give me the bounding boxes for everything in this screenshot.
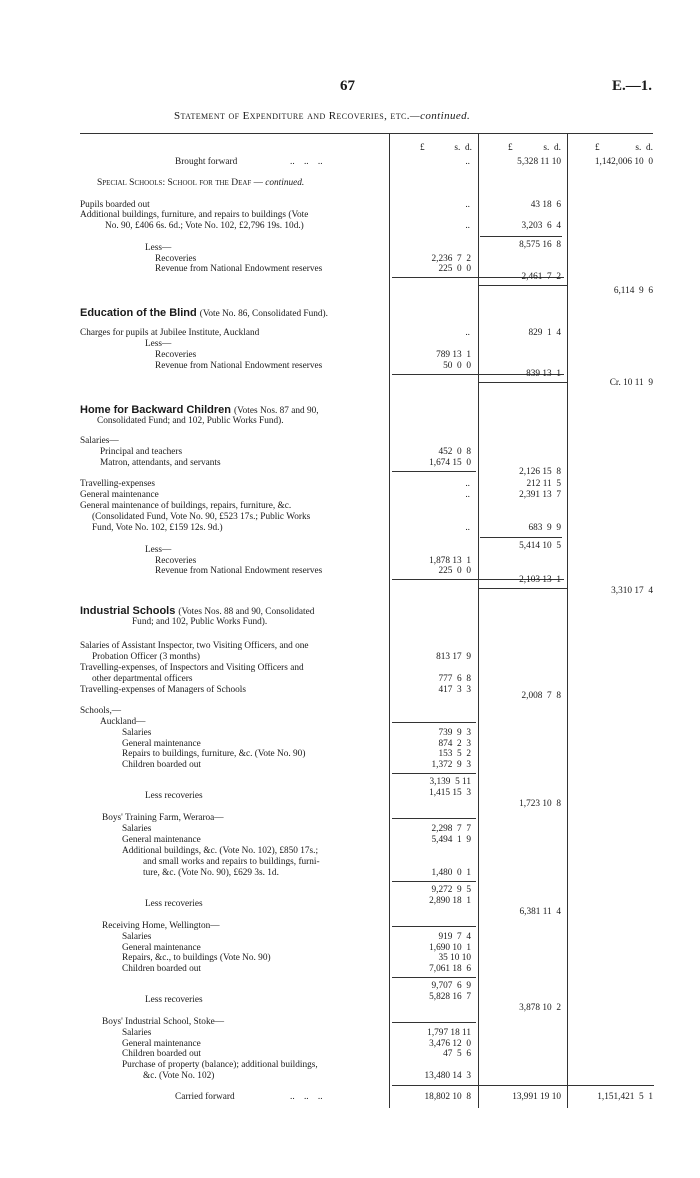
line-text: Pupils boarded out [80, 200, 150, 210]
amount: 1,878 13 1 [429, 556, 471, 566]
line-text: Fund, Vote No. 102, £159 12s. 9d.) [92, 523, 223, 533]
line-text: No. 90, £406 6s. 6d.; Vote No. 102, £2,796 19s. 10d.) [105, 221, 304, 231]
amount: 9,707 6 9 [431, 981, 471, 991]
section-heading-blind: Education of the Blind (Vote No. 86, Consolidated Fund). [80, 307, 328, 319]
col1-sd: s. d. [454, 143, 472, 153]
amount: 1,372 9 3 [431, 760, 471, 770]
line-text: and small works and repairs to buildings, furni- [143, 857, 320, 867]
col1-pound: £ [420, 143, 425, 153]
line-text: Salaries of Assistant Inspector, two Visiting Officers, and one [80, 641, 309, 651]
dots: .. [465, 221, 470, 231]
line-text: Auckland— [100, 717, 146, 727]
amount: 813 17 9 [436, 652, 471, 662]
amount: 2,236 7 2 [431, 254, 471, 264]
line-text: &c. (Vote No. 102) [143, 1071, 215, 1081]
amount: 1,674 15 0 [429, 458, 471, 468]
amount: 6,114 9 6 [613, 286, 653, 296]
section-heading-industrial-schools: Industrial Schools (Votes Nos. 88 and 90, Consolidated [80, 605, 315, 617]
sum-rule [478, 382, 568, 383]
col-divider-1 [389, 133, 390, 1108]
line-text: Travelling-expenses [80, 479, 156, 489]
line-text: Boys' Training Farm, Weraroa— [102, 813, 224, 823]
amount: 225 0 0 [438, 264, 471, 274]
line-text: Revenue from National Endowment reserves [155, 361, 323, 371]
line-text: Children boarded out [122, 760, 202, 770]
amount: 3,203 6 4 [521, 221, 561, 231]
dots: .. [465, 523, 470, 533]
line-text: Recoveries [155, 350, 197, 360]
line-text: Probation Officer (3 months) [92, 652, 201, 662]
line-text: ture, &c. (Vote No. 90), £629 3s. 1d. [143, 868, 279, 878]
amount: 35 10 10 [438, 953, 471, 963]
amount: 3,139 5 11 [429, 777, 471, 787]
amount: 3,310 17 4 [611, 586, 653, 596]
title-main: Statement of Expenditure and Recoveries, etc. [174, 110, 410, 122]
amount: 2,391 13 7 [519, 490, 561, 500]
carried-forward-label: Carried forward [175, 1092, 235, 1102]
amount: 1,723 10 8 [519, 799, 561, 809]
amount: 452 0 8 [438, 447, 471, 457]
amount: 417 3 3 [438, 685, 471, 695]
line-text: (Consolidated Fund, Vote No. 90, £523 17s.; Public Works [92, 512, 311, 522]
line-text: Principal and teachers [100, 447, 183, 457]
dots: .. [465, 490, 470, 500]
amount: 2,103 13 1 [519, 575, 561, 585]
sum-rule [392, 1022, 476, 1023]
amount: 13,480 14 3 [424, 1071, 471, 1081]
amount: 7,061 18 6 [429, 964, 471, 974]
leader-dots: .. .. .. [290, 157, 323, 167]
section-heading-special-schools: Special Schools: School for the Deaf — continued. [97, 178, 305, 188]
amount: 2,890 18 1 [429, 896, 471, 906]
line-text: General maintenance [122, 943, 201, 953]
sum-rule [478, 588, 568, 589]
line-text: other departmental officers [92, 674, 193, 684]
line-text: General maintenance [122, 835, 201, 845]
line-text: General maintenance of buildings, repairs, furniture, &c. [80, 501, 292, 511]
amount: 839 13 1 [526, 369, 561, 379]
brought-forward-label: Brought forward [175, 157, 238, 167]
amount: 5,328 11 10 [517, 157, 561, 167]
dots: .. [465, 157, 470, 167]
col-divider-2 [478, 133, 479, 1108]
amount: 43 18 6 [530, 200, 561, 210]
less-label: Less— [145, 545, 172, 555]
line-text: Salaries [122, 728, 152, 738]
line-text: Recoveries [155, 254, 197, 264]
line-text: Children boarded out [122, 964, 202, 974]
section-heading-backward-children: Home for Backward Children (Votes Nos. 87 and 90, [80, 404, 319, 416]
line-text: Consolidated Fund; and 102, Public Works Fund). [97, 416, 284, 426]
amount: 6,381 11 4 [519, 907, 561, 917]
amount: 50 0 0 [443, 361, 471, 371]
sum-rule [392, 722, 476, 723]
line-text: Recoveries [155, 556, 197, 566]
sum-rule [392, 818, 476, 819]
amount: 5,414 10 5 [519, 541, 561, 551]
col-divider-3 [567, 133, 568, 1108]
document-reference: E.—1. [612, 78, 653, 94]
line-text: Salaries [122, 1028, 152, 1038]
page-title [174, 110, 470, 122]
amount: 212 11 5 [526, 479, 561, 489]
amount: 3,476 12 0 [429, 1039, 471, 1049]
amount: 47 5 6 [443, 1049, 471, 1059]
line-text: Travelling-expenses of Managers of Schools [80, 685, 246, 695]
amount: 5,828 16 7 [429, 992, 471, 1002]
line-text: Less recoveries [145, 899, 203, 909]
amount: 9,272 9 5 [431, 885, 471, 895]
amount: 874 2 3 [438, 739, 471, 749]
line-text: Revenue from National Endowment reserves [155, 264, 323, 274]
sum-rule [392, 881, 476, 882]
line-text: General maintenance [122, 739, 201, 749]
line-text: Fund; and 102, Public Works Fund). [132, 617, 268, 627]
amount: 683 9 9 [528, 523, 561, 533]
col2-pound: £ [508, 143, 513, 153]
amount: 1,480 0 1 [431, 868, 471, 878]
line-text: Travelling-expenses, of Inspectors and Visiting Officers and [80, 663, 304, 673]
line-text: Boys' Industrial School, Stoke— [102, 1017, 225, 1027]
line-text: General maintenance [122, 1039, 201, 1049]
sum-rule [480, 537, 562, 538]
line-text: General maintenance [80, 490, 159, 500]
line-text: Children boarded out [122, 1049, 202, 1059]
line-text: Charges for pupils at Jubilee Institute, Auckland [80, 328, 260, 338]
amount: 2,008 7 8 [521, 691, 561, 701]
col3-pound: £ [595, 143, 600, 153]
amount: 153 5 2 [438, 749, 471, 759]
line-text: Matron, attendants, and servants [100, 458, 221, 468]
line-text: Repairs, &c., to buildings (Vote No. 90) [122, 953, 271, 963]
amount: 777 6 8 [438, 674, 471, 684]
line-text: Salaries [122, 932, 152, 942]
amount: 1,690 10 1 [429, 943, 471, 953]
col3-sd: s. d. [635, 143, 653, 153]
less-label: Less— [145, 243, 172, 253]
amount: 5,494 1 9 [431, 835, 471, 845]
amount: 2,126 15 8 [519, 467, 561, 477]
line-text: Repairs to buildings, furniture, &c. (Vote No. 90) [122, 749, 306, 759]
line-text: Revenue from National Endowment reserves [155, 566, 323, 576]
col2-sd: s. d. [543, 143, 561, 153]
title-continued: —continued. [409, 110, 471, 122]
line-text: Additional buildings, &c. (Vote No. 102), £850 17s.; [122, 846, 319, 856]
carried-forward-rule [392, 1085, 654, 1086]
amount: 18,802 10 8 [424, 1092, 471, 1102]
line-text: Less recoveries [145, 791, 203, 801]
line-text: Salaries— [80, 436, 119, 446]
amount: 919 7 4 [438, 932, 471, 942]
amount: 739 9 3 [438, 728, 471, 738]
sum-rule [392, 773, 476, 774]
sum-rule [480, 236, 562, 237]
line-text: Schools,— [80, 706, 122, 716]
amount: 829 1 4 [528, 328, 561, 338]
line-text: Less recoveries [145, 995, 203, 1005]
amount: 13,991 19 10 [512, 1092, 561, 1102]
dots: .. [465, 328, 470, 338]
sum-rule [392, 977, 476, 978]
dots: .. [465, 200, 470, 210]
leader-dots: .. .. .. [290, 1092, 323, 1102]
line-text: Salaries [122, 824, 152, 834]
amount: 1,142,006 10 0 [594, 157, 653, 167]
amount: 789 13 1 [436, 350, 471, 360]
line-text: Purchase of property (balance); additional buildings, [122, 1060, 318, 1070]
amount: 2,461 7 2 [521, 272, 561, 282]
less-label: Less— [145, 339, 172, 349]
line-text: Receiving Home, Wellington— [102, 921, 220, 931]
sum-rule [392, 926, 476, 927]
dots: .. [465, 479, 470, 489]
amount: 1,415 15 3 [429, 788, 471, 798]
sum-rule [392, 471, 476, 472]
amount: 3,878 10 2 [519, 1003, 561, 1013]
amount: 1,797 18 11 [427, 1028, 471, 1038]
amount: 2,298 7 7 [431, 824, 471, 834]
amount: Cr. 10 11 9 [609, 378, 653, 388]
amount: 225 0 0 [438, 566, 471, 576]
sum-rule [478, 285, 568, 286]
amount: 1,151,421 5 1 [597, 1092, 653, 1102]
amount: 8,575 16 8 [519, 240, 561, 250]
line-text: Additional buildings, furniture, and repairs to buildings (Vote [80, 210, 309, 220]
page-number: 67 [340, 78, 355, 94]
